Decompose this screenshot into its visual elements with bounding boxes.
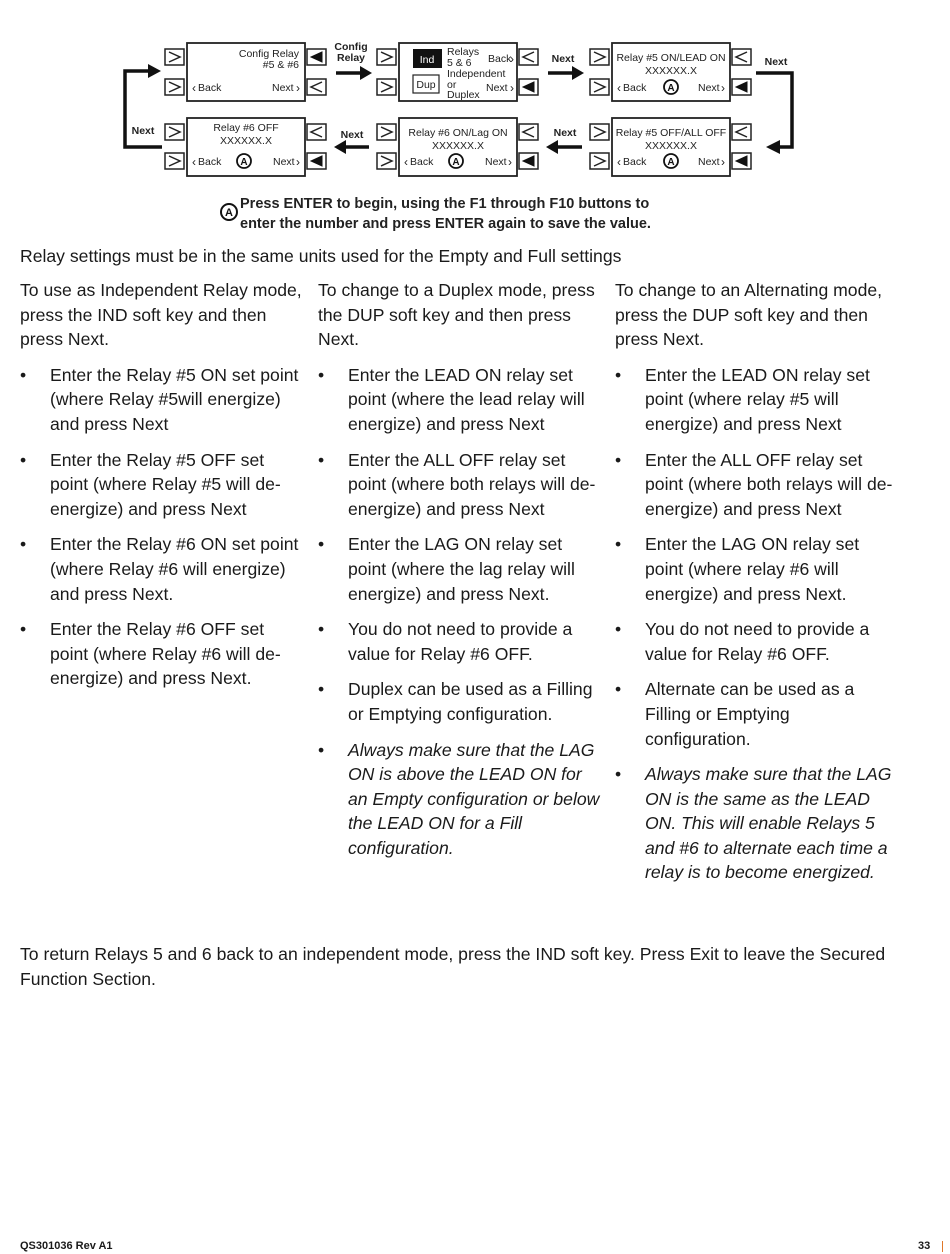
bullet-icon: • (318, 679, 325, 700)
svg-text:XXXXXX.X: XXXXXX.X (645, 65, 697, 77)
bullet-icon: • (20, 364, 27, 385)
svg-text:Config: Config (334, 41, 368, 53)
column-intro: To use as Independent Relay mode, press the IND soft key and then press Next. (20, 280, 302, 350)
list-item: • Always make sure that the LAG ON is above the LEAD ON for an Empty configuration or below the LEAD ON for a Fill configuration. (318, 739, 600, 858)
column-duplex (318, 278, 603, 871)
svg-text:Independent: Independent (447, 68, 506, 80)
bullet-icon: • (615, 364, 622, 385)
next-label: Next (273, 156, 295, 168)
back-chevron-icon: ‹ (192, 81, 196, 95)
bullet-icon: • (615, 679, 622, 700)
svg-text:or: or (447, 79, 457, 91)
arrow-next-2 (756, 56, 792, 154)
list-item: • Alternate can be used as a Filling or Emptying configuration. (615, 679, 855, 749)
enter-legend (221, 196, 651, 232)
bullet-icon: • (20, 534, 27, 555)
svg-text:Relay #5 ON/LEAD ON: Relay #5 ON/LEAD ON (616, 52, 726, 64)
screen-relay5-on (590, 43, 751, 101)
svg-text:Next: Next (764, 56, 788, 68)
back-label: Back (623, 82, 647, 94)
arrow-next-3 (546, 127, 582, 154)
bullet-list (318, 363, 603, 861)
svg-text:A: A (240, 157, 248, 168)
back-chevron-icon: ‹ (617, 81, 621, 95)
back-label: Back (410, 156, 434, 168)
back-chevron-icon: ‹ (192, 155, 196, 169)
bullet-list (615, 363, 900, 885)
back-chevron-icon: ‹ (617, 155, 621, 169)
arrow-next-1 (548, 53, 584, 80)
svg-text:XXXXXX.X: XXXXXX.X (645, 140, 697, 152)
svg-text:Relay: Relay (336, 52, 366, 64)
bullet-icon: • (20, 449, 27, 470)
legend-line-1: Press ENTER to begin, using the F1 through F10 buttons to (240, 196, 650, 212)
bullet-icon: • (615, 534, 622, 555)
dup-label: Dup (416, 79, 436, 91)
back-label: Back (198, 156, 222, 168)
list-item: • Enter the Relay #5 OFF set point (where Relay #5 will de-energize) and press Next (20, 449, 281, 519)
screen-line-2: #5 & #6 (262, 59, 299, 71)
bullet-icon: • (20, 619, 27, 640)
svg-text:Duplex: Duplex (447, 89, 480, 101)
closing-paragraph: To return Relays 5 and 6 back to an independent mode, press the IND soft key. Press Exit to leave the Secured Function Section. (20, 944, 886, 989)
svg-text:Relays: Relays (447, 46, 480, 58)
list-item: • Enter the ALL OFF relay set point (where both relays will de-energize) and press Next (615, 449, 893, 519)
next-chevron-icon: › (510, 81, 514, 95)
list-item: • Enter the Relay #6 OFF set point (where Relay #6 will de-energize) and press Next. (20, 619, 281, 689)
back-label: Back (488, 53, 512, 65)
next-chevron-icon: › (296, 155, 300, 169)
screen-relay6-on (377, 118, 538, 176)
next-chevron-icon: › (721, 81, 725, 95)
screen-relay6-off (165, 118, 326, 176)
svg-text:Next: Next (131, 125, 155, 137)
svg-text:Next: Next (551, 53, 575, 65)
svg-text:A: A (667, 83, 675, 94)
back-label: Back (623, 156, 647, 168)
svg-text:A: A (452, 157, 460, 168)
next-chevron-icon: › (296, 81, 300, 95)
bullet-icon: • (615, 764, 622, 785)
arrow-next-4 (334, 129, 369, 154)
next-chevron-icon: › (508, 155, 512, 169)
back-chevron-icon: ‹ (404, 155, 408, 169)
bullet-list (20, 363, 305, 691)
svg-text:Relay #6 OFF: Relay #6 OFF (213, 122, 279, 134)
svg-text:Next: Next (553, 127, 577, 139)
next-label: Next (485, 156, 507, 168)
bullet-icon: • (318, 619, 325, 640)
next-label: Next (698, 82, 720, 94)
list-item: • Enter the Relay #5 ON set point (where Relay #5will energize) and press Next (20, 364, 299, 434)
svg-text:Relay #6 ON/Lag ON: Relay #6 ON/Lag ON (408, 127, 508, 139)
column-intro: To change to a Duplex mode, press the DUP soft key and then press Next. (318, 280, 595, 350)
list-item: • You do not need to provide a value for Relay #6 OFF. (615, 619, 870, 664)
footer-page-number: 33 (918, 1240, 931, 1252)
back-label: Back (198, 82, 222, 94)
column-independent (20, 278, 305, 702)
column-intro: To change to an Alternating mode, press the DUP soft key and then press Next. (615, 280, 883, 350)
bullet-icon: • (318, 534, 325, 555)
svg-text:5 & 6: 5 & 6 (447, 57, 472, 69)
list-item: • Enter the LAG ON relay set point (where the lag relay will energize) and press Next. (318, 534, 575, 604)
svg-text:Next: Next (340, 129, 364, 141)
relay-configuration-flow-diagram (0, 0, 950, 240)
footer-divider (942, 1241, 943, 1252)
back-chevron-icon: › (510, 52, 514, 66)
bullet-icon: • (615, 449, 622, 470)
bullet-icon: • (318, 364, 325, 385)
bullet-icon: • (318, 739, 325, 760)
next-chevron-icon: › (721, 155, 725, 169)
screen-line-1: Config Relay (238, 48, 299, 60)
column-alternating (615, 278, 900, 896)
next-label: Next (272, 82, 294, 94)
bullet-icon: • (615, 619, 622, 640)
list-item: • Enter the LAG ON relay set point (where relay #6 will energize) and press Next. (615, 534, 860, 604)
footer-doc-id: QS301036 Rev A1 (20, 1240, 113, 1252)
list-item: • You do not need to provide a value for Relay #6 OFF. (318, 619, 573, 664)
list-item: • Enter the ALL OFF relay set point (where both relays will de-energize) and press Next (318, 449, 596, 519)
list-item: • Always make sure that the LAG ON is the same as the LEAD ON. This will enable Relays 5 and #6 to alternate each time a relay is to become energized. (615, 764, 892, 883)
units-note: Relay settings must be in the same units used for the Empty and Full settings (20, 246, 622, 266)
screen-config-relay (165, 43, 326, 101)
svg-text:A: A (225, 207, 233, 219)
bullet-icon: • (318, 449, 325, 470)
ind-label: Ind (419, 54, 435, 66)
screen-relay5-off (590, 118, 751, 176)
screen-relay-mode-select (377, 43, 538, 101)
svg-text:A: A (667, 157, 675, 168)
arrow-config-relay (334, 41, 372, 80)
next-label: Next (698, 156, 720, 168)
svg-text:Relay #5 OFF/ALL OFF: Relay #5 OFF/ALL OFF (615, 127, 727, 139)
list-item: • Duplex can be used as a Filling or Emptying configuration. (318, 679, 593, 724)
next-label: Next (486, 82, 508, 94)
legend-line-2: enter the number and press ENTER again to save the value. (240, 216, 651, 232)
list-item: • Enter the LEAD ON relay set point (where relay #5 will energize) and press Next (615, 364, 870, 434)
list-item: • Enter the LEAD ON relay set point (where the lead relay will energize) and press Next (318, 364, 585, 434)
svg-text:XXXXXX.X: XXXXXX.X (432, 140, 484, 152)
svg-text:XXXXXX.X: XXXXXX.X (220, 135, 272, 147)
list-item: • Enter the Relay #6 ON set point (where Relay #6 will energize) and press Next. (20, 534, 299, 604)
arrow-next-5 (125, 64, 162, 147)
